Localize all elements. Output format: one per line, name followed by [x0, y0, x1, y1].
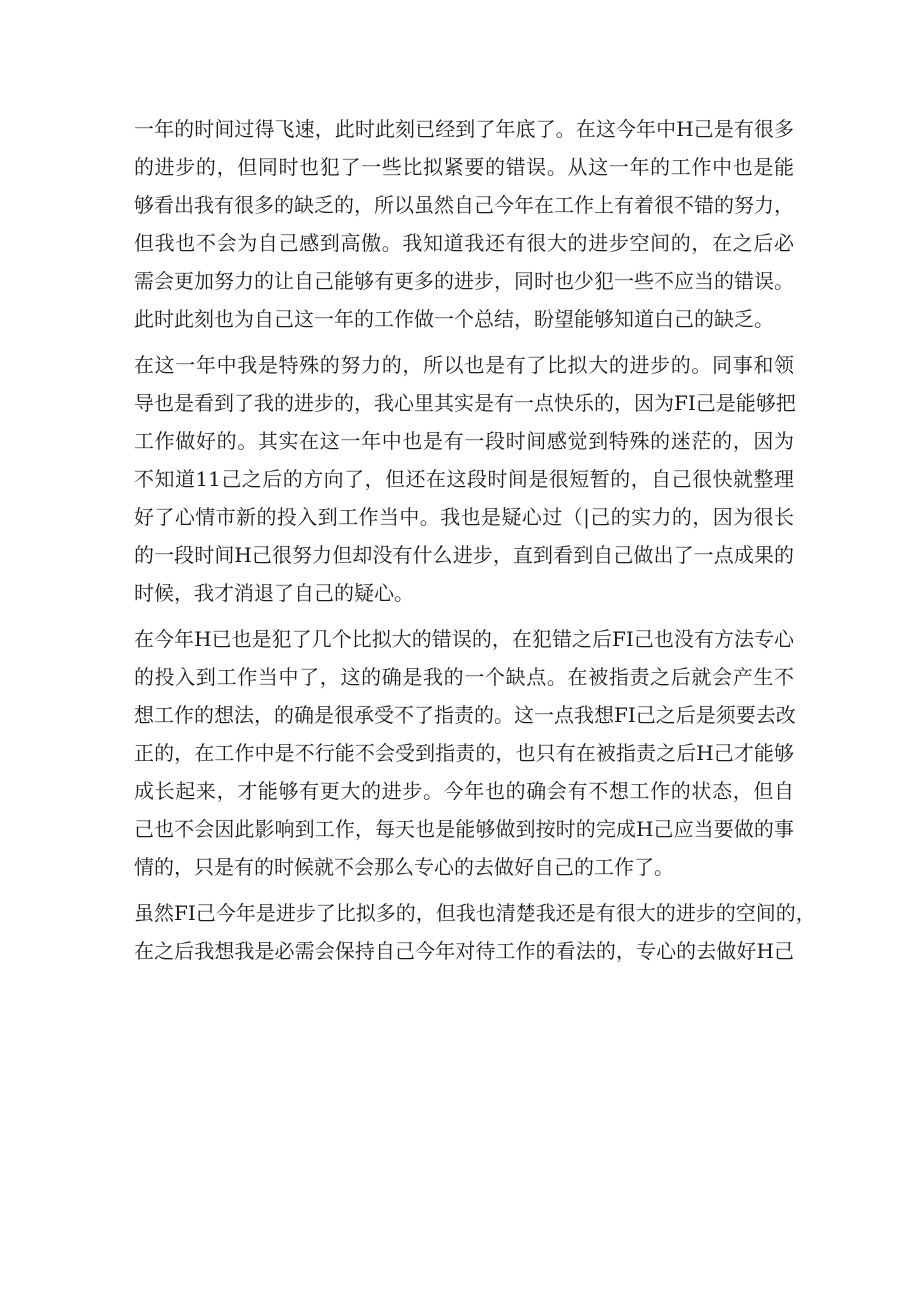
text-line: 的投入到工作当中了，这的确是我的一个缺点。在被指责之后就会产生不 [134, 665, 794, 689]
text-line: 此时此刻也为自己这一年的工作做一个总结，盼望能够知道白己的缺乏。 [134, 307, 774, 331]
text-line: 但我也不会为自己感到高傲。我知道我还有很大的进步空间的，在之后必 [134, 231, 794, 255]
text-line: 在这一年中我是特殊的努力的，所以也是有了比拟大的进步的。同事和领 [134, 353, 794, 377]
paragraph-4 [134, 894, 816, 970]
paragraph-2 [134, 346, 794, 612]
paragraph-1 [134, 110, 794, 338]
text-line: 己也不会因此影响到工作，每天也是能够做到按时的完成H己应当要做的事 [134, 817, 794, 841]
text-line: 够看出我有很多的缺乏的，所以虽然自己今年在工作上有着很不错的努力， [134, 193, 794, 217]
document-body [134, 110, 816, 978]
text-line: 好了心情市新的投入到工作当中。我也是疑心过（|己的实力的，因为很长 [134, 505, 794, 529]
text-line: 在之后我想我是必需会保持自己今年对待工作的看法的，专心的去做好H己 [134, 939, 794, 963]
text-line: 虽然FI己今年是进步了比拟多的，但我也清楚我还是有很大的进步的空间的， [134, 901, 816, 925]
text-line: 正的，在工作中是不行能不会受到指责的，也只有在被指责之后H己才能够 [134, 741, 794, 765]
text-line: 情的，只是有的时候就不会那么专心的去做好自己的工作了。 [134, 855, 674, 879]
text-line: 时候，我才消退了自己的疑心。 [134, 581, 414, 605]
text-line: 的进步的，但同时也犯了一些比拟紧要的错误。从这一年的工作中也是能 [134, 155, 794, 179]
text-line: 想工作的想法，的确是很承受不了指责的。这一点我想FI己之后是须要去改 [134, 703, 796, 727]
text-line: 在今年H已也是犯了几个比拟大的错误的，在犯错之后FI己也没有方法专心 [134, 627, 794, 651]
text-line: 一年的时间过得飞速，此时此刻已经到了年底了。在这今年中H己是有很多 [134, 117, 794, 141]
paragraph-3 [134, 620, 794, 886]
text-line: 导也是看到了我的进步的，我心里其实是有一点快乐的，因为FI己是能够把 [134, 391, 796, 415]
text-line: 需会更加努力的让自己能够有更多的进步，同时也少犯一些不应当的错误。 [134, 269, 794, 293]
text-line: 成长起来，才能够有更大的进步。今年也的确会有不想工作的状态，但自 [134, 779, 794, 803]
text-line: 工作做好的。其实在这一年中也是有一段时间感觉到特殊的迷茫的，因为 [134, 429, 794, 453]
text-line: 不知道11己之后的方向了，但还在这段时间是很短暂的，自己很快就整理 [134, 467, 794, 491]
text-line: 的一段时间H己很努力但却没有什么进步，直到看到自己做出了一点成果的 [134, 543, 794, 567]
